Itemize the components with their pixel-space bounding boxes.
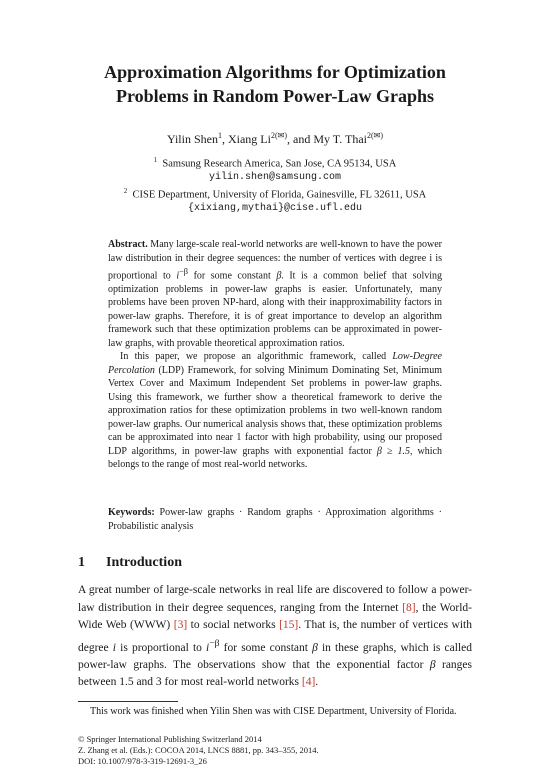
citation-link[interactable]: [8] (402, 601, 416, 614)
body-paragraph (78, 582, 472, 692)
abstract-text: Many large-scale real-world networks are well-known to have the power law distribution in their degree sequences: the number of vertices with degree i is proportional to (108, 239, 443, 282)
paper-title (40, 60, 510, 108)
affiliation-2 (40, 185, 510, 202)
body-text: ranges between 1.5 and 3 for most real-world networks (78, 658, 473, 689)
math-var: β (276, 270, 282, 282)
abstract-paragraph (108, 350, 442, 472)
copyright-line: © Springer International Publishing Switzerland 2014 (78, 734, 262, 744)
citation-link[interactable]: [3] (173, 619, 188, 631)
citation-link[interactable]: [15] (279, 619, 299, 631)
title-line-2: Problems in Random Power-Law Graphs (115, 86, 434, 106)
body-text: is proportional to (116, 641, 207, 654)
author-name: Xiang Li (227, 132, 271, 146)
body-text: , the World-Wide Web (WWW) (78, 601, 472, 631)
keywords (108, 506, 442, 533)
abstract-text: In this paper, we propose an algorithmic framework, called (120, 351, 393, 363)
math-var: β (312, 641, 318, 654)
author-separator: , and (287, 132, 314, 146)
title-line-1: Approximation Algorithms for Optimization (104, 62, 446, 82)
body-text: A great number of large-scale networks in real life are discovered to follow a power-law distribution in their degree sequences, ranging from the Internet (78, 584, 472, 614)
keywords-label: Keywords: (108, 507, 155, 518)
affiliation-1 (40, 154, 510, 171)
author-name: Yilin Shen (166, 132, 218, 146)
author-separator: , (221, 132, 228, 146)
author-list (40, 128, 510, 147)
abstract-label: Abstract. (108, 239, 148, 250)
section-title: Introduction (106, 555, 182, 570)
section-number: 1 (78, 555, 85, 570)
citation-link[interactable]: [4] (301, 676, 316, 689)
footnote-rule (78, 701, 178, 702)
affiliation-email: yilin.shen@samsung.com (208, 172, 342, 183)
math-exponent: −β (179, 267, 189, 276)
keywords-text: Power-law graphs · Random graphs · Approximation algorithms · Probabilistic analysis (108, 507, 442, 532)
abstract-text: . It is a common belief that solving optimization problems in power-law graphs is easier. Unfortunately, many problems have been proven NP-hard, along with their inapproximability factors in power-law graphs. Therefore, it is of great importance to develop an algorithm framework such that these optimization problems can be approximated in power-law graphs, with provable theoretical approximation ratios. (108, 270, 443, 349)
proceedings-line: Z. Zhang et al. (Eds.): COCOA 2014, LNCS 8881, pp. 343–355, 2014. (78, 745, 319, 755)
body-text: in these graphs, which is called power-law graphs. The observations show that the exponential factor (78, 641, 473, 671)
body-text: for some constant (219, 641, 313, 654)
body-text: to social networks (187, 619, 280, 631)
author-affil-mark: 2(✉) (270, 131, 287, 140)
math-var: i (176, 270, 180, 282)
body-text: . That is, the number of vertices with degree (78, 619, 472, 654)
affiliations (40, 154, 510, 215)
publication-info (78, 734, 472, 767)
author-affil-mark: 1 (217, 131, 222, 140)
author-affil-mark: 2(✉) (367, 131, 384, 140)
math-exponent: −β (209, 637, 220, 649)
math-inequality: β ≥ 1.5 (376, 445, 410, 457)
author-name: My T. Thai (313, 132, 367, 146)
introduction-text (78, 582, 472, 692)
math-var: i (206, 641, 210, 654)
affiliation-text: CISE Department, University of Florida, Gainesville, FL 32611, USA (132, 189, 427, 200)
affiliation-number: 2 (123, 186, 128, 195)
math-var: β (429, 658, 436, 671)
abstract-text: (LDP) Framework, for solving Minimum Dominating Set, Minimum Vertex Cover and Maximum Independent Set problems in power-law graphs. Using this framework, we further show a theoretical framework to derive the approximation ratios for these optimization problems in two well-known random power-law graphs. Our numerical analysis shows that, these optimization problems can be approximated into near 1 factor with high probability, using our proposed LDP algorithms, in power-law graphs with exponential factor (108, 364, 442, 457)
affiliation-number: 1 (153, 156, 158, 164)
body-text: . (315, 676, 319, 689)
abstract-text: for some constant (188, 270, 277, 282)
abstract (108, 238, 442, 472)
footnote (78, 705, 472, 718)
affiliation-email: {xixiang,mythai}@cise.ufl.edu (187, 202, 363, 214)
footnote-text: This work was finished when Yilin Shen was with CISE Department, University of Florida. (90, 706, 457, 717)
emphasis-text: Low-Degree Percolation (108, 351, 442, 376)
section-heading (78, 555, 182, 571)
abstract-paragraph (108, 238, 442, 350)
affiliation-text: Samsung Research America, San Jose, CA 95134, USA (162, 158, 397, 170)
math-var: i (112, 641, 116, 654)
doi-line: DOI: 10.1007/978-3-319-12691-3_26 (78, 756, 207, 766)
abstract-text: , which belongs to the range of most real-world networks. (108, 445, 442, 471)
